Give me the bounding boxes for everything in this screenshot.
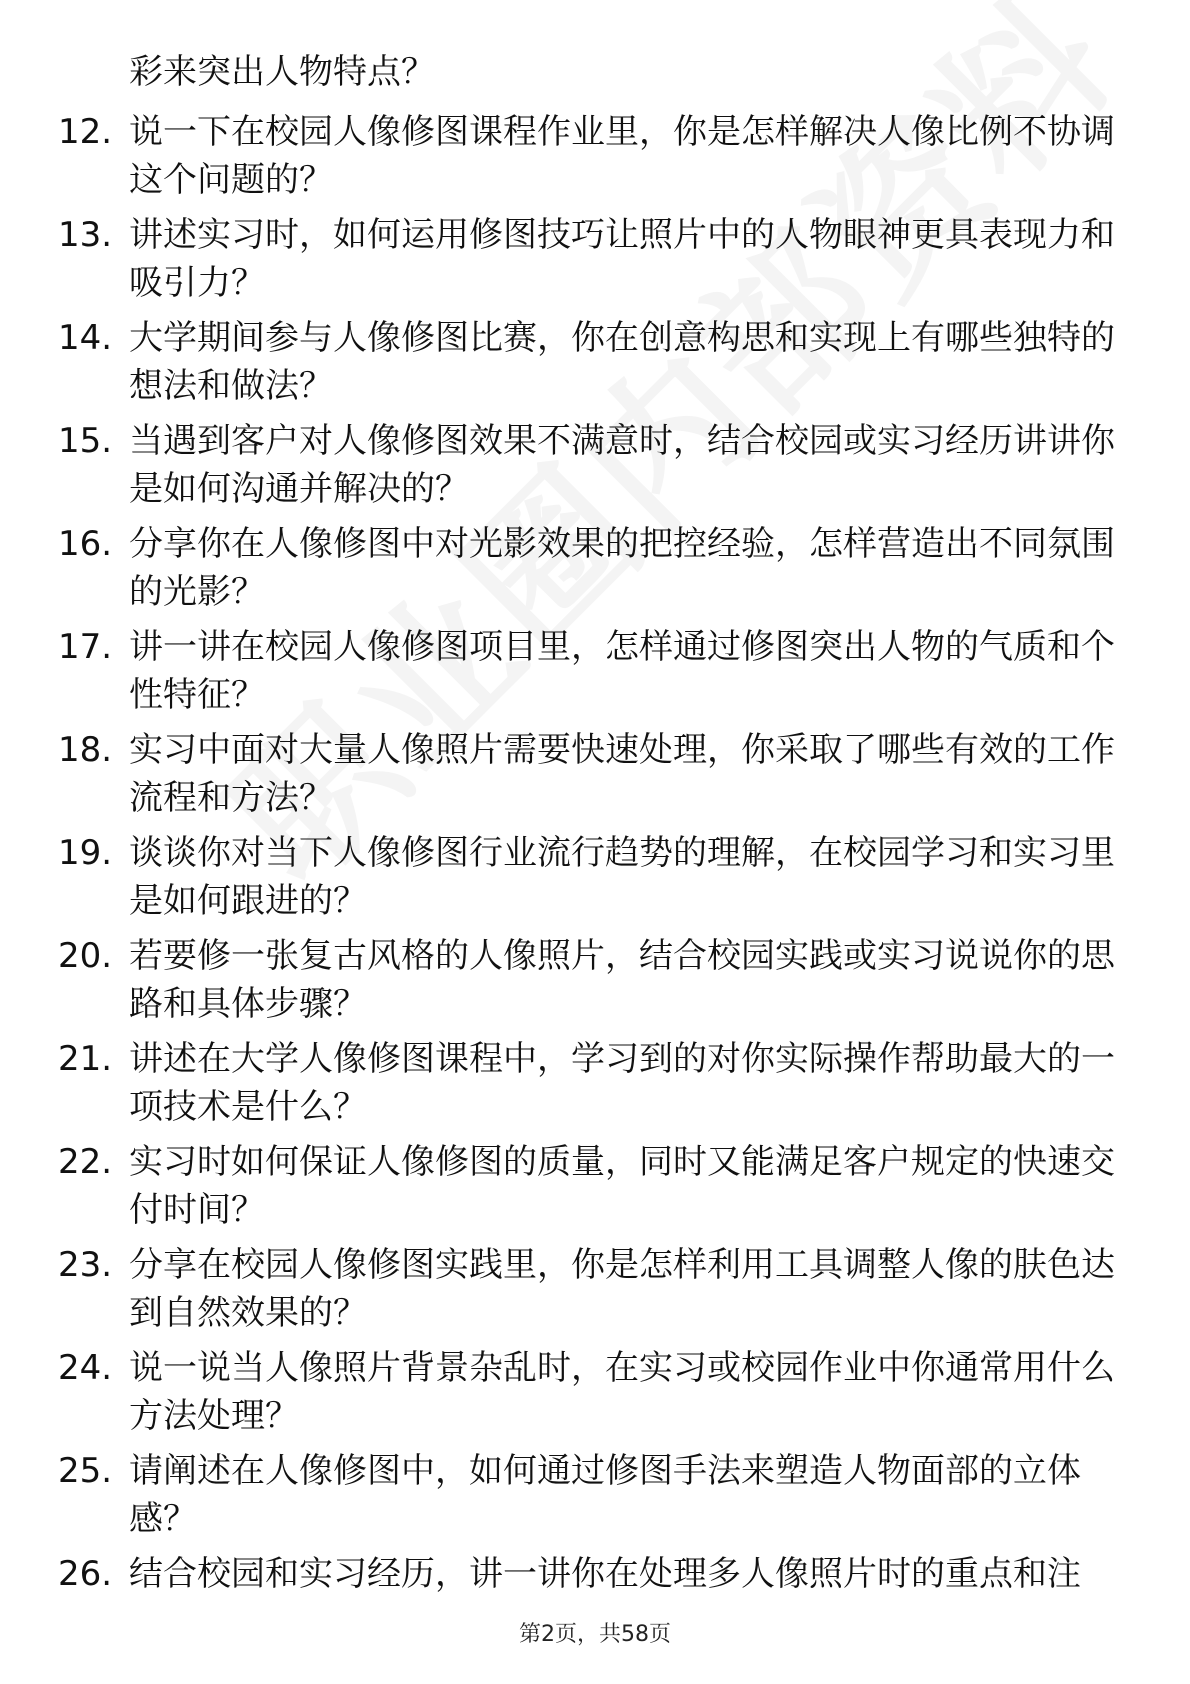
item-number: 19. bbox=[58, 833, 113, 873]
item-text: 当遇到客户对人像修图效果不满意时，结合校园或实习经历讲讲你是如何沟通并解决的？ bbox=[129, 421, 1115, 509]
item-text: 实习中面对大量人像照片需要快速处理，你采取了哪些有效的工作流程和方法？ bbox=[129, 730, 1115, 818]
item-number: 13. bbox=[58, 215, 113, 255]
item-number: 26. bbox=[58, 1554, 113, 1594]
item-number: 23. bbox=[58, 1245, 113, 1285]
item-number: 18. bbox=[58, 730, 113, 770]
list-item bbox=[0, 520, 1190, 623]
list-item bbox=[0, 211, 1190, 314]
item-number: 16. bbox=[58, 524, 113, 564]
item-text: 请阐述在人像修图中，如何通过修图手法来塑造人物面部的立体感？ bbox=[129, 1451, 1081, 1539]
item-number: 20. bbox=[58, 936, 113, 976]
item-text: 讲一讲在校园人像修图项目里，怎样通过修图突出人物的气质和个性特征？ bbox=[129, 627, 1115, 715]
item-number: 22. bbox=[58, 1142, 113, 1182]
list-item bbox=[0, 108, 1190, 211]
item-text: 谈谈你对当下人像修图行业流行趋势的理解，在校园学习和实习里是如何跟进的？ bbox=[129, 833, 1115, 921]
item-number: 17. bbox=[58, 627, 113, 667]
item-text: 若要修一张复古风格的人像照片，结合校园实践或实习说说你的思路和具体步骤？ bbox=[129, 936, 1115, 1024]
list-item bbox=[0, 1035, 1190, 1138]
item-text: 分享你在人像修图中对光影效果的把控经验，怎样营造出不同氛围的光影？ bbox=[129, 524, 1115, 612]
item-text: 讲述实习时，如何运用修图技巧让照片中的人物眼神更具表现力和吸引力？ bbox=[129, 215, 1115, 303]
list-item bbox=[0, 726, 1190, 829]
item-text: 大学期间参与人像修图比赛，你在创意构思和实现上有哪些独特的想法和做法？ bbox=[129, 318, 1115, 406]
item-text: 结合校园和实习经历，讲一讲你在处理多人像照片时的重点和注 bbox=[129, 1554, 1081, 1594]
list-item bbox=[0, 932, 1190, 1035]
item-number: 15. bbox=[58, 421, 113, 461]
list-item bbox=[0, 417, 1190, 520]
page-footer: 第2页，共58页 bbox=[519, 1622, 671, 1647]
list-item bbox=[0, 1344, 1190, 1447]
list-item bbox=[0, 314, 1190, 417]
item-text: 实习时如何保证人像修图的质量，同时又能满足客户规定的快速交付时间？ bbox=[129, 1142, 1115, 1230]
item-text: 分享在校园人像修图实践里，你是怎样利用工具调整人像的肤色达到自然效果的？ bbox=[129, 1245, 1115, 1333]
list-item bbox=[0, 1241, 1190, 1344]
item-number: 25. bbox=[58, 1451, 113, 1491]
list-item bbox=[0, 829, 1190, 932]
item-text: 说一下在校园人像修图课程作业里，你是怎样解决人像比例不协调这个问题的？ bbox=[129, 112, 1115, 200]
list-item bbox=[0, 1138, 1190, 1241]
item-number: 14. bbox=[58, 318, 113, 358]
item-number: 24. bbox=[58, 1348, 113, 1388]
item-text: 讲述在大学人像修图课程中，学习到的对你实际操作帮助最大的一项技术是什么？ bbox=[129, 1039, 1115, 1127]
item-number: 21. bbox=[58, 1039, 113, 1079]
item-number: 12. bbox=[58, 112, 113, 152]
continued-question-text: 彩来突出人物特点？ bbox=[129, 52, 435, 92]
list-item bbox=[0, 623, 1190, 726]
item-text: 说一说当人像照片背景杂乱时，在实习或校园作业中你通常用什么方法处理？ bbox=[129, 1348, 1115, 1436]
question-list bbox=[0, 108, 1190, 1653]
list-item bbox=[0, 1447, 1190, 1550]
